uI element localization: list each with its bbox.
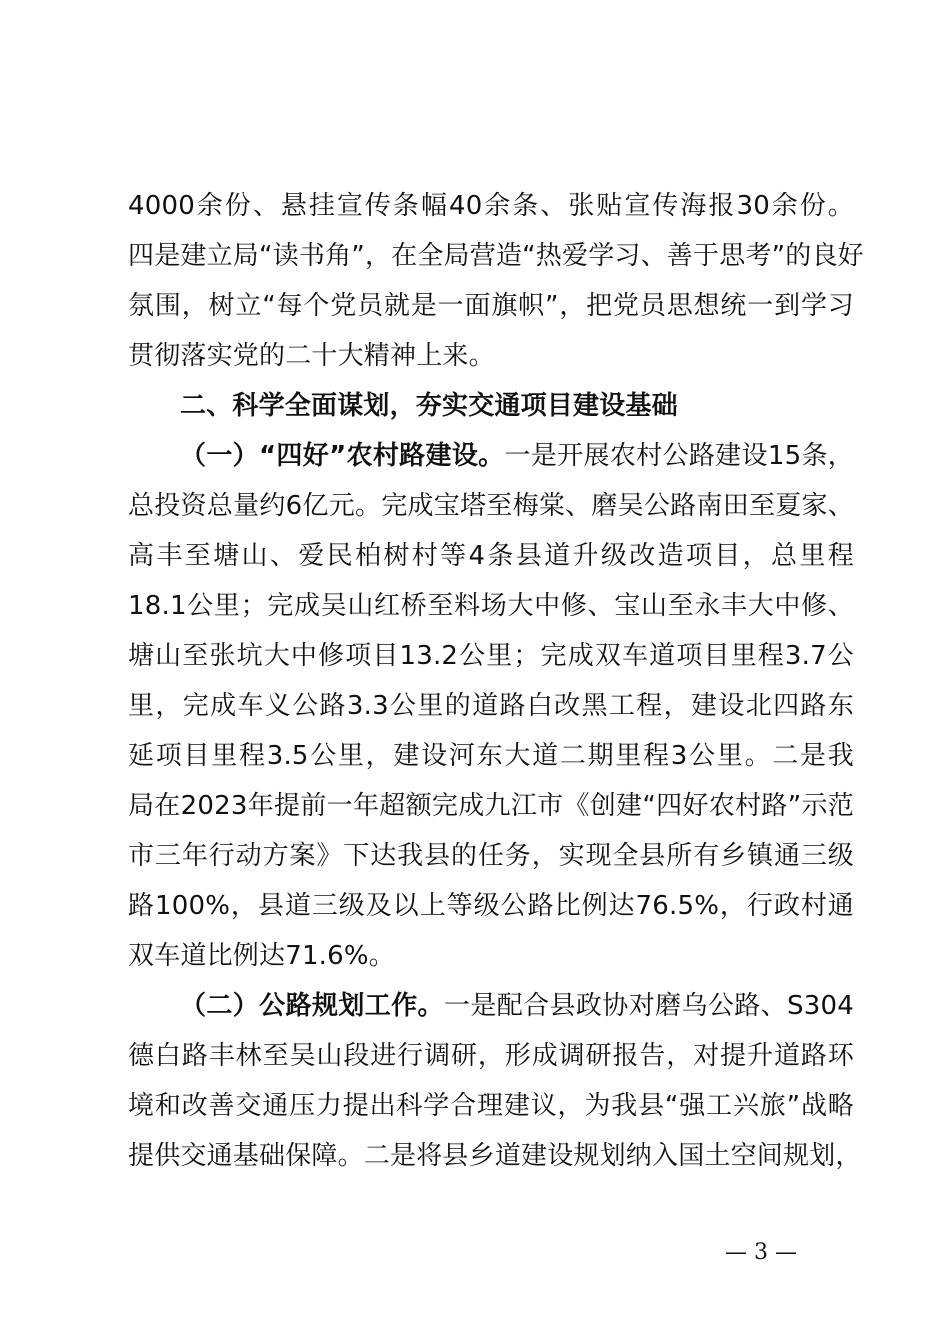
- section-heading: 二、科学全面谋划，夯实交通项目建设基础: [180, 391, 678, 421]
- subsection-line-2: [180, 988, 854, 1024]
- subsection-line-1: [180, 438, 854, 474]
- body-line-19: 提供交通基础保障。二是将县乡道建设规划纳入国土空间规划，: [128, 1141, 862, 1171]
- body-line-4: 贯彻落实党的二十大精神上来。: [128, 341, 495, 371]
- page-number: — 3 —: [725, 1240, 797, 1265]
- body-line-6: 总投资总量约6亿元。完成宝塔至梅棠、磨吴公路南田至夏家、: [128, 491, 854, 521]
- body-line-9: 塘山至张坑大中修项目13.2公里；完成双车道项目里程3.7公: [128, 641, 854, 671]
- body-line-3: 氛围，树立“每个党员就是一面旗帜”，把党员思想统一到学习: [128, 291, 854, 321]
- body-line-8: 18.1公里；完成吴山红桥至料场大中修、宝山至永丰大中修、: [128, 591, 854, 621]
- body-line-17: 德白路丰林至吴山段进行调研，形成调研报告，对提升道路环: [128, 1041, 854, 1071]
- body-line-12: 局在2023年提前一年超额完成九江市《创建“四好农村路”示范: [128, 791, 854, 821]
- body-line-2: 四是建立局“读书角”，在全局营造“热爱学习、善于思考”的良好: [128, 241, 864, 271]
- subsection-text-2: 一是配合县政协对磨乌公路、S304: [443, 991, 854, 1021]
- subsection-heading-1: （一）“四好”农村路建设。: [180, 441, 505, 471]
- body-line-14: 路100%，县道三级及以上等级公路比例达76.5%，行政村通: [128, 891, 854, 921]
- subsection-heading-2: （二）公路规划工作。: [180, 991, 444, 1021]
- body-line-11: 延项目里程3.5公里，建设河东大道二期里程3公里。二是我: [128, 741, 854, 771]
- subsection-text-1: 一是开展农村公路建设15条，: [504, 441, 854, 471]
- body-line-10: 里，完成车义公路3.3公里的道路白改黑工程，建设北四路东: [128, 691, 854, 721]
- body-line-13: 市三年行动方案》下达我县的任务，实现全县所有乡镇通三级: [128, 841, 854, 871]
- body-line-15: 双车道比例达71.6%。: [128, 941, 395, 971]
- body-line-7: 高丰至塘山、爱民柏树村等4条县道升级改造项目，总里程: [128, 541, 854, 571]
- body-line-1: 4000余份、悬挂宣传条幅40余条、张贴宣传海报30余份。: [128, 191, 854, 221]
- body-line-18: 境和改善交通压力提出科学合理建议，为我县“强工兴旅”战略: [128, 1091, 854, 1121]
